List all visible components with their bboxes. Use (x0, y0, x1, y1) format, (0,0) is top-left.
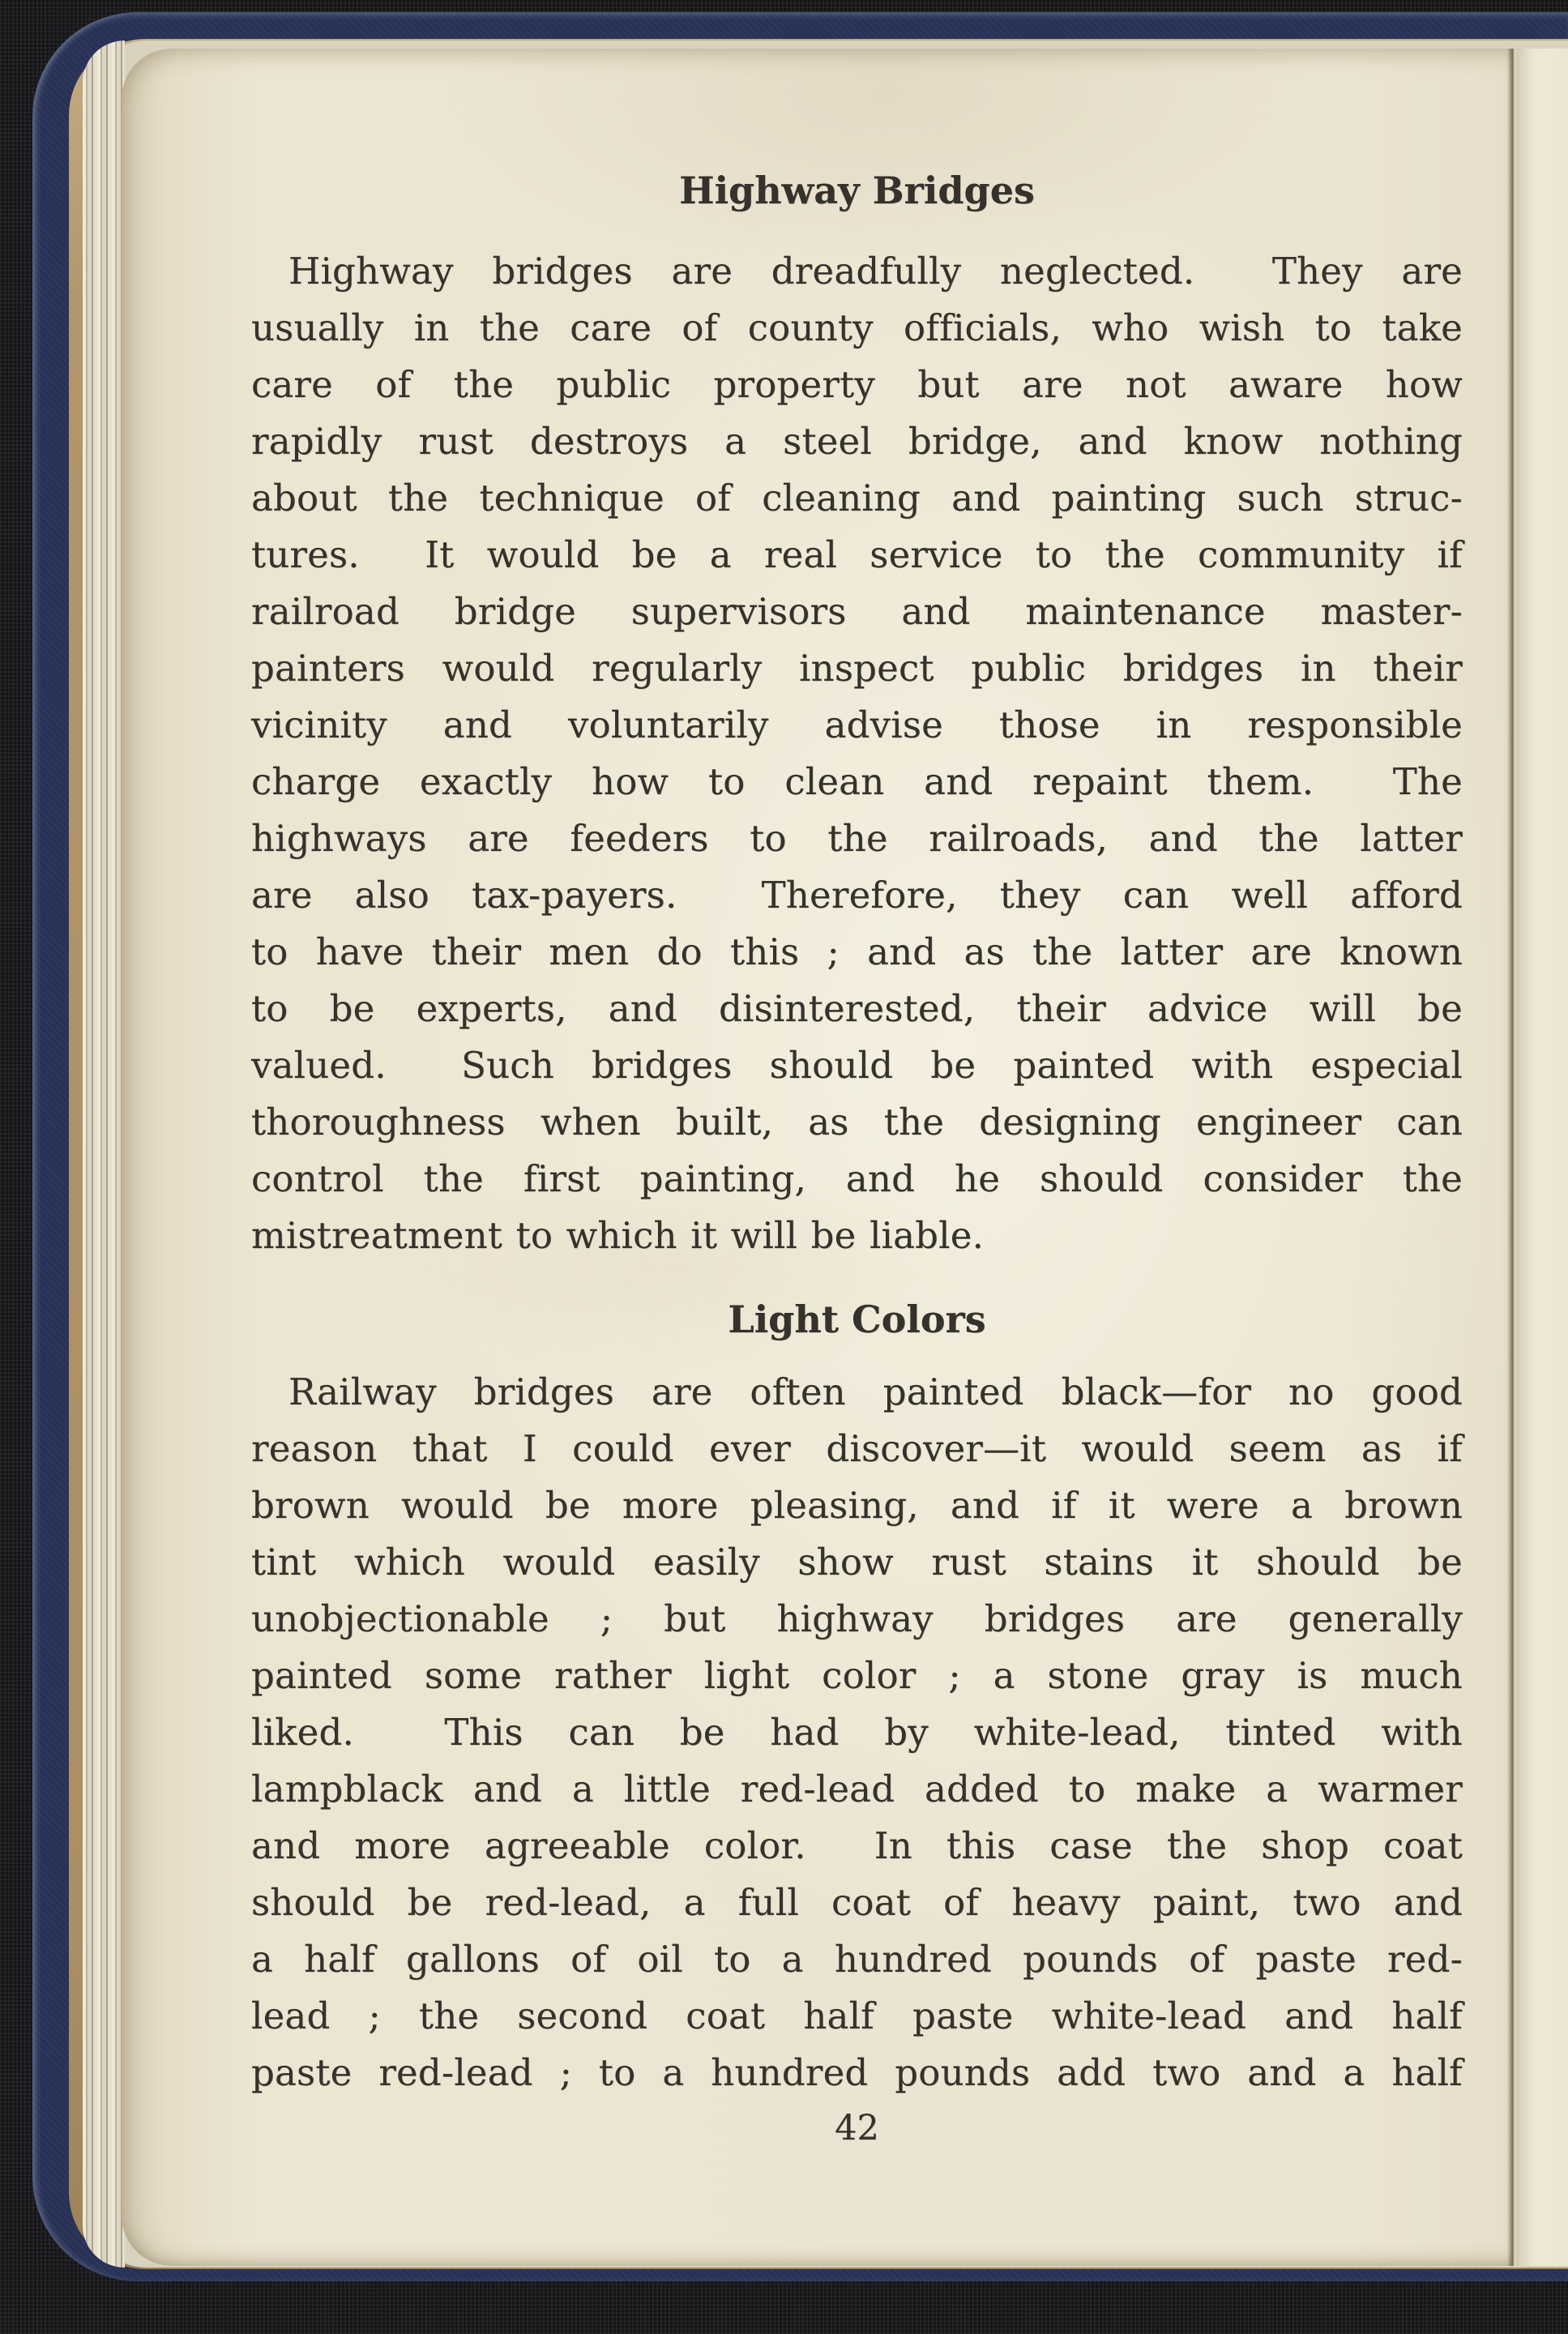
text-line: Railway bridges are often painted black—for no good (288, 1370, 1463, 1413)
text-line: usually in the care of county officials, who wish to take (251, 306, 1463, 349)
text-line: to have their men do this ; and as the latter are known (251, 930, 1463, 973)
text-line: lead ; the second coat half paste white-lead and half (251, 1994, 1463, 2037)
text-line: are also tax-payers. Therefore, they can well afford (251, 874, 1463, 917)
text-line: charge exactly how to clean and repaint them. The (251, 760, 1463, 803)
text-line: thoroughness when built, as the designing engineer can (251, 1101, 1463, 1143)
text-line: tint which would easily show rust stains it should be (251, 1541, 1463, 1584)
text-line: paste red-lead ; to a hundred pounds add two and a half (251, 2051, 1463, 2094)
text-line: reason that I could ever discover—it would seem as if (251, 1427, 1463, 1470)
text-line: to be experts, and disinterested, their advice will be (251, 987, 1463, 1030)
text-line: vicinity and voluntarily advise those in responsible (251, 703, 1463, 746)
text-line: and more agreeable color. In this case the shop coat (251, 1824, 1463, 1867)
section-heading-highway-bridges: Highway Bridges (679, 169, 1035, 212)
text-line: should be red-lead, a full coat of heavy paint, two and (251, 1881, 1463, 1924)
text-line: unobjectionable ; but highway bridges are generally (251, 1597, 1463, 1640)
text-line: rapidly rust destroys a steel bridge, and know nothing (251, 420, 1463, 463)
page-gutter-crease (1507, 49, 1517, 2266)
text-line: railroad bridge supervisors and maintenance master- (251, 590, 1463, 633)
facing-page-sliver (1514, 49, 1568, 2266)
text-line: a half gallons of oil to a hundred pounds of paste red- (251, 1938, 1463, 1981)
text-line: lampblack and a little red-lead added to make a warmer (251, 1768, 1463, 1810)
text-line: Highway bridges are dreadfully neglected. They are (288, 250, 1463, 293)
paragraph-light-colors (251, 1364, 1463, 2101)
text-line: highways are feeders to the railroads, and the latter (251, 817, 1463, 860)
text-line: brown would be more pleasing, and if it were a brown (251, 1484, 1463, 1527)
text-line: liked. This can be had by white-lead, tinted with (251, 1711, 1463, 1754)
text-line: about the technique of cleaning and painting such struc- (251, 477, 1463, 519)
text-line: control the first painting, and he should consider the (251, 1157, 1463, 1200)
text-line: mistreatment to which it will be liable. (251, 1214, 985, 1257)
section-heading-light-colors: Light Colors (728, 1297, 986, 1341)
text-line: painters would regularly inspect public bridges in their (251, 647, 1463, 690)
text-line: care of the public property but are not aware how (251, 363, 1463, 406)
paragraph-highway-bridges (251, 243, 1463, 1264)
page-number: 42 (835, 2108, 879, 2148)
text-line: valued. Such bridges should be painted with especial (251, 1044, 1463, 1087)
text-line: tures. It would be a real service to the community if (251, 533, 1463, 576)
book-page (122, 49, 1514, 2266)
text-line: painted some rather light color ; a stone gray is much (251, 1654, 1463, 1697)
